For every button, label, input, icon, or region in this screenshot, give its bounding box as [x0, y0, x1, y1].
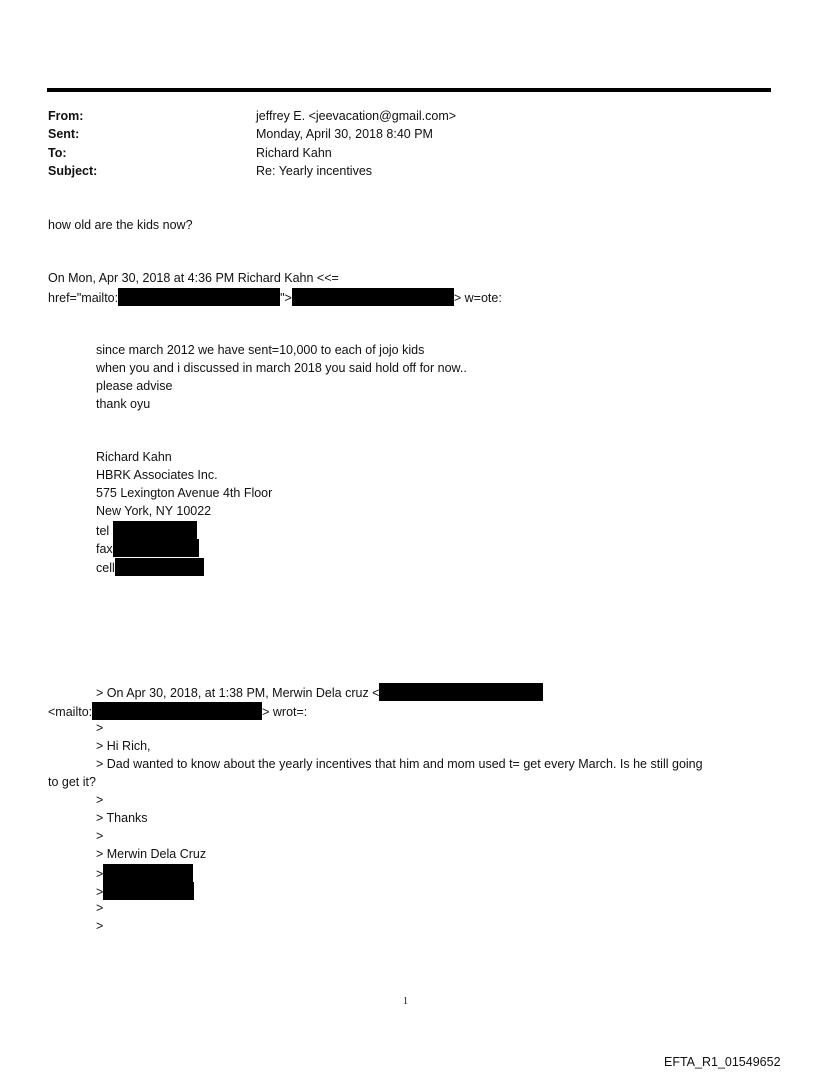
- header-rule: [47, 88, 771, 92]
- redaction-block: [292, 288, 454, 306]
- from-label: From:: [48, 109, 84, 123]
- redaction-block: [115, 558, 204, 576]
- signature-address1: 575 Lexington Avenue 4th Floor: [96, 486, 273, 500]
- quote-marker: >: [96, 901, 104, 915]
- nested-body-line1: > Dad wanted to know about the yearly incentives that him and mom used t= get every March. Is he still going: [96, 757, 703, 771]
- signature-tel: [96, 521, 197, 539]
- quoted-line: thank oyu: [96, 397, 151, 411]
- nested-body-line2: to get it?: [48, 775, 96, 789]
- nested-name: > Merwin Dela Cruz: [96, 847, 207, 861]
- cell-label: cell: [96, 561, 115, 575]
- redaction-block: [103, 882, 194, 900]
- nested-thanks: > Thanks: [96, 811, 148, 825]
- signature-name: Richard Kahn: [96, 450, 172, 464]
- quote-marker: >: [96, 885, 104, 899]
- reply-text: how old are the kids now?: [48, 218, 193, 232]
- nested-header-line2: [48, 702, 307, 720]
- quote-header-line1: On Mon, Apr 30, 2018 at 4:36 PM Richard Kahn <<=: [48, 271, 339, 285]
- quote-mailto-prefix: href="mailto:: [48, 291, 119, 305]
- document-id: EFTA_R1_01549652: [664, 1055, 781, 1069]
- subject-value: Re: Yearly incentives: [256, 164, 373, 178]
- nested-redacted-line: [96, 882, 194, 900]
- nested-mailto-prefix: <mailto:: [48, 705, 93, 719]
- nested-header-line1: [96, 683, 543, 701]
- to-value: Richard Kahn: [256, 146, 332, 160]
- quote-header-line2: [48, 288, 502, 306]
- fax-label: fax: [96, 542, 113, 556]
- redaction-block: [118, 288, 280, 306]
- redaction-block: [92, 702, 262, 720]
- quote-wrote: > w=ote:: [453, 291, 502, 305]
- sent-label: Sent:: [48, 127, 80, 141]
- signature-company: HBRK Associates Inc.: [96, 468, 218, 482]
- quote-mailto-close: ">: [280, 291, 292, 305]
- sent-value: Monday, April 30, 2018 8:40 PM: [256, 127, 433, 141]
- quote-marker: >: [96, 721, 104, 735]
- quote-marker: >: [96, 829, 104, 843]
- nested-header-text: > On Apr 30, 2018, at 1:38 PM, Merwin Dela cruz <: [96, 686, 380, 700]
- quote-marker: >: [96, 793, 104, 807]
- quote-marker: >: [96, 867, 104, 881]
- to-label: To:: [48, 146, 67, 160]
- nested-redacted-line: [96, 864, 193, 882]
- signature-address2: New York, NY 10022: [96, 504, 212, 518]
- quote-marker: >: [96, 919, 104, 933]
- page-number: 1: [403, 996, 408, 1007]
- redaction-block: [103, 864, 193, 882]
- quoted-line: when you and i discussed in march 2018 you said hold off for now..: [96, 361, 467, 375]
- redaction-block: [113, 521, 197, 539]
- signature-cell: [96, 558, 204, 576]
- subject-label: Subject:: [48, 164, 98, 178]
- quoted-line: since march 2012 we have sent=10,000 to each of jojo kids: [96, 343, 425, 357]
- nested-wrote: > wrot=:: [262, 705, 308, 719]
- from-value: jeffrey E. <jeevacation@gmail.com>: [256, 109, 457, 123]
- tel-label: tel: [96, 524, 110, 538]
- redaction-block: [379, 683, 543, 701]
- redaction-block: [113, 539, 199, 557]
- signature-fax: [96, 539, 199, 557]
- nested-greeting: > Hi Rich,: [96, 739, 151, 753]
- quoted-line: please advise: [96, 379, 173, 393]
